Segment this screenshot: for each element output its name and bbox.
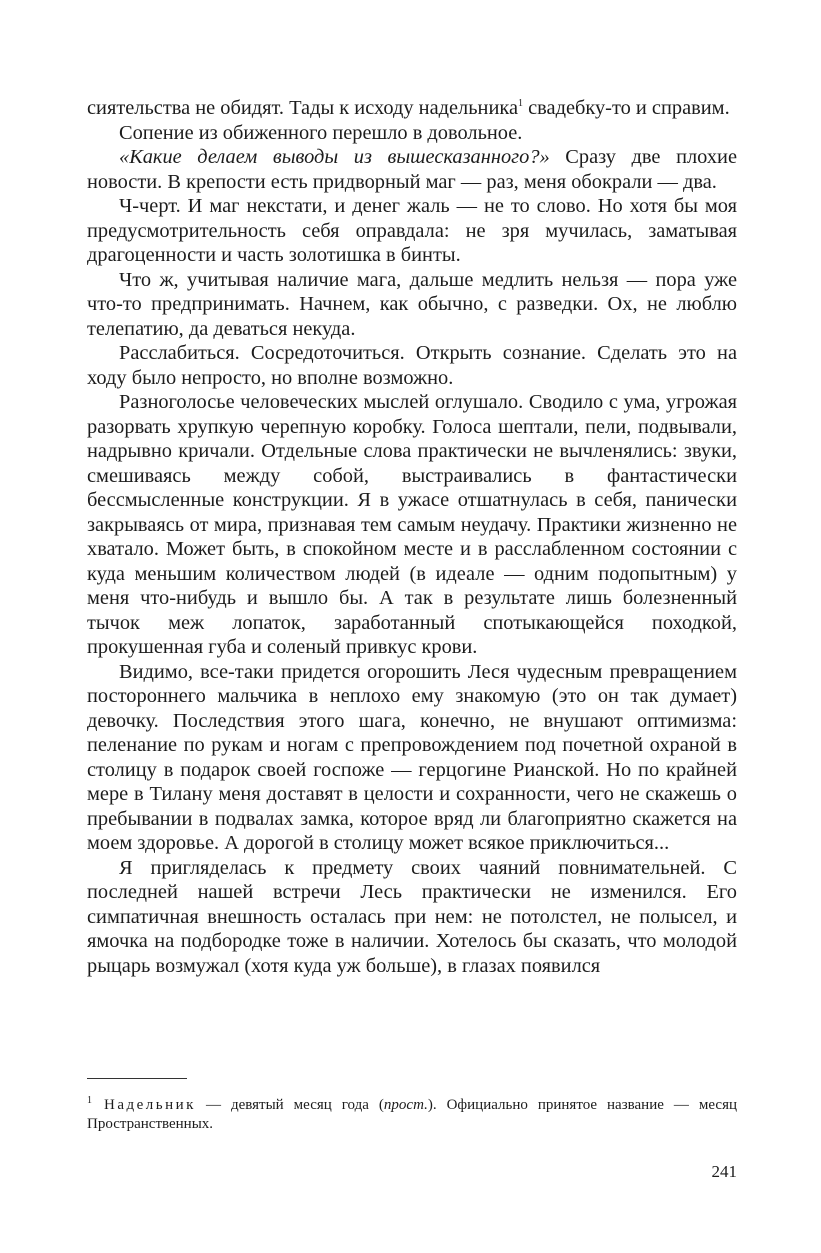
paragraph-1 (87, 96, 737, 121)
footnote-text-after: ). Официально принятое название — месяц Пространственных. (87, 1097, 737, 1132)
footnote-number: 1 (87, 1095, 92, 1106)
paragraph-3-italic: «Какие делаем выводы из вышесказанного?» (119, 146, 550, 168)
paragraph-7: Разноголосье человеческих мыслей оглушало. Сводило с ума, угрожая разорвать хрупкую черепную коробку. Голоса шептали, пели, подвывали, надрывно кричали. Отдельные слова практически не вычленялись: звуки, смешиваясь между собой, выстраивались в фантастически бессмысленные конструкции. Я в ужасе отшатнулась в себя, панически закрываясь от мира, признавая тем самым неудачу. Практики жизненно не хватало. Может быть, в спокойном месте и в расслабленном состоянии с куда меньшим количеством людей (в идеале — одним подопытным) у меня что-нибудь и вышло бы. А так в результате лишь болезненный тычок меж лопаток, заработанный спотыкающейся походкой, прокушенная губа и соленый привкус крови. (87, 391, 737, 658)
footnote (87, 1096, 737, 1134)
paragraph-2: Сопение из обиженного перешло в довольное. (119, 121, 523, 144)
paragraph-9: Я пригляделась к предмету своих чаяний повнимательней. С последней нашей встречи Лесь практически не изменился. Его симпатичная внешность осталась при нем: не потолстел, не полысел, и ямочка на подбородке тоже в наличии. Хотелось бы сказать, что молодой рыцарь возмужал (хотя куда уж больше), в глазах появился (87, 856, 737, 977)
page-body (87, 96, 737, 978)
paragraph-1-text-b: свадебку-то и справим. (523, 97, 730, 119)
footnote-term: Надельник (104, 1097, 196, 1113)
footnote-abbreviation: прост. (383, 1097, 428, 1113)
paragraph-4: Ч-черт. И маг некстати, и денег жаль — не то слово. Но хотя бы моя предусмотрительность себя оправдала: не зря мучилась, заматывая драгоценности и часть золотишка в бинты. (87, 195, 737, 266)
paragraph-3 (87, 145, 737, 194)
paragraph-3-text: Сразу две плохие новости. В крепости есть придворный маг — раз, меня обокрали — два. (87, 146, 737, 193)
paragraph-1-text-a: сиятельства не обидят. Тады к исходу надельника (87, 97, 519, 119)
footnote-divider (87, 1078, 187, 1079)
footnote-text-before: — девятый месяц года ( (195, 1097, 384, 1113)
footnote-reference: 1 (518, 98, 524, 110)
paragraph-6: Расслабиться. Сосредоточиться. Открыть сознание. Сделать это на ходу было непросто, но вполне возможно. (87, 342, 737, 389)
paragraph-8: Видимо, все-таки придется огорошить Леся чудесным превращением постороннего мальчика в неплохо ему знакомую (это он так думает) девочку. Последствия этого шага, конечно, не внушают оптимизма: пеленание по рукам и ногам с препровождением под почетной охраной в столицу в подарок своей госпоже — герцогине Рианской. Но по крайней мере в Тилану меня доставят в целости и сохранности, чего не скажешь о пребывании в подвалах замка, которое вряд ли благоприятно скажется на моем здоровье. А дорогой в столицу может всякое приключиться... (87, 660, 737, 854)
page-number: 241 (711, 1162, 737, 1181)
paragraph-5: Что ж, учитывая наличие мага, дальше медлить нельзя — пора уже что-то предпринимать. Начнем, как обычно, с разведки. Ох, не люблю телепатию, да деваться некуда. (87, 268, 737, 340)
